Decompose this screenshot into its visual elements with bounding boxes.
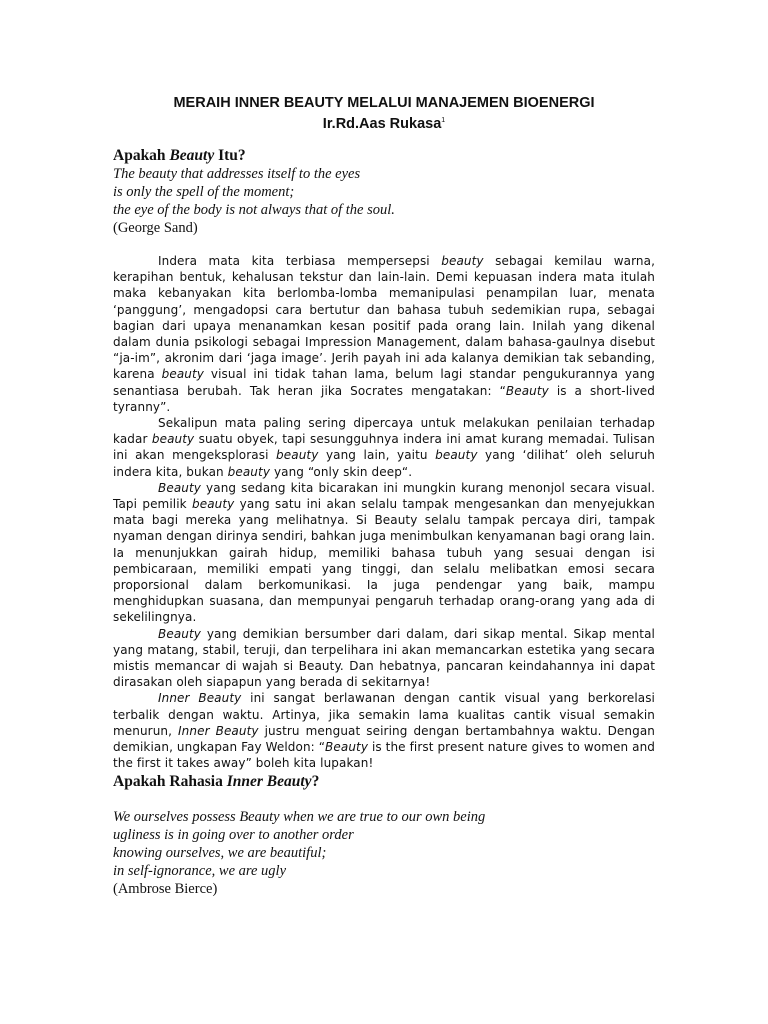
- paragraph-1: [113, 253, 655, 415]
- footnote-marker: 1: [441, 117, 446, 124]
- italic-run: Beauty: [158, 480, 201, 495]
- document-author: [0, 112, 768, 133]
- text-run: is a short-lived tyranny”.: [113, 383, 655, 414]
- text-run: Indera mata kita terbiasa mempersepsi: [158, 254, 442, 268]
- italic-run: beauty: [161, 367, 204, 382]
- body-text: [113, 253, 655, 772]
- paragraph-3: [113, 480, 655, 626]
- quote-attribution: (George Sand): [113, 220, 198, 236]
- paragraph-4: [113, 626, 655, 691]
- document-title: MERAIH INNER BEAUTY MELALUI MANAJEMEN BIOENERGI: [173, 95, 595, 111]
- text-run: ?: [311, 773, 320, 790]
- italic-run: Beauty: [325, 740, 369, 755]
- italic-run: Inner Beauty: [178, 723, 259, 738]
- quote-line: The beauty that addresses itself to the eyes: [113, 166, 361, 182]
- italic-run: beauty: [441, 254, 484, 268]
- italic-run: beauty: [435, 448, 478, 463]
- text-run: yang satu ini akan selalu tampak mengesankan dan menyejukkan mata bagi mereka yang melihatnya. Si Beauty selalu tampak percaya diri, tampak nyaman dengan dirinya sendiri, bahkan juga menimbulkan kenyamanan bagi orang lain. Ia menunjukkan gairah hidup, memiliki bahasa tubuh yang sesuai dengan isi pembicaraan, memiliki empati yang tinggi, dan selalu melibatkan emosi secara proporsional dalam berkomunikasi. Ia juga pendengar yang baik, mampu menghidupkan suasana, dan mempunyai pengaruh terhadap orang-orang yang ada di sekelilingnya.: [113, 497, 656, 625]
- quote-line: is only the spell of the moment;: [113, 184, 295, 200]
- text-run: Apakah Rahasia: [113, 773, 227, 790]
- paragraph-5: [113, 690, 655, 771]
- italic-run: Inner Beauty: [158, 691, 242, 706]
- text-run: yang ‘dilihat’ oleh seluruh indera kita, bukan: [113, 448, 656, 479]
- italic-run: beauty: [151, 432, 195, 447]
- text-run: ini sangat berlawanan dengan cantik visual yang berkorelasi terbalik dengan waktu. Artinya, jika semakin lama kualitas cantik visual semakin menurun,: [113, 691, 655, 738]
- text-run: is the first present nature gives to women and the first it takes away” boleh kita lupakan!: [113, 740, 655, 771]
- italic-run: beauty: [227, 464, 271, 479]
- quote-attribution: (Ambrose Bierce): [113, 881, 218, 897]
- text-run: justru menguat seiring dengan bertambahnya waktu. Dengan demikian, ungkapan Fay Weldon: “: [113, 723, 655, 755]
- italic-run: Inner Beauty: [226, 773, 312, 790]
- italic-run: Beauty: [505, 383, 549, 398]
- quote-line: in self-ignorance, we are ugly: [113, 863, 287, 879]
- epigraph-1: [113, 165, 673, 237]
- text-run: yang sedang kita bicarakan ini mungkin kurang menonjol secara visual. Tapi pemilik: [113, 480, 655, 512]
- text-run: yang “only skin deep“.: [270, 464, 413, 479]
- text-run: suatu obyek, tapi sesungguhnya indera ini amat kurang memadai. Tulisan ini akan mengeksplorasi: [113, 432, 655, 463]
- text-run: Sekalipun mata paling sering dipercaya untuk melakukan penilaian terhadap kadar: [113, 416, 655, 447]
- text-run: sebagai kemilau warna, kerapihan bentuk, kehalusan tekstur dan lain-lain. Demi kepuasan indera mata itulah maka kebanyakan kita berlomba-lomba memanipulasi penampilan luar, menata ‘panggung’, mengadopsi cara bertutur dan bahasa tubuh sedemikian rupa, sebagai bagian dari upaya menanamkan kesan positif pada orang lain. Inilah yang dikenal dalam dunia psikologi sebagai Impression Management, dalam bahasa-gaulnya disebut “ja-im”, akronim dari ‘jaga image’. Jerih payah ini ada kalanya demikian tak sebanding, karena: [113, 254, 655, 382]
- italic-run: Beauty: [169, 147, 215, 164]
- text-run: visual ini tidak tahan lama, belum lagi standar pengukurannya yang senantiasa berubah. Tak heran jika Socrates mengatakan: “: [113, 367, 655, 398]
- text-run: Itu?: [214, 147, 246, 164]
- italic-run: Beauty: [158, 626, 201, 641]
- quote-line: ugliness is in going over to another order: [113, 827, 354, 843]
- text-run: yang lain, yaitu: [318, 448, 436, 463]
- author-name: Ir.Rd.Aas Rukasa: [322, 115, 442, 132]
- quote-line: knowing ourselves, we are beautiful;: [113, 845, 327, 861]
- paragraph-2: [113, 415, 655, 480]
- text-run: Apakah: [113, 147, 170, 164]
- epigraph-2: [113, 808, 673, 898]
- quote-line: the eye of the body is not always that of the soul.: [113, 202, 395, 218]
- italic-run: beauty: [192, 497, 235, 512]
- section-heading-1: [113, 146, 246, 165]
- quote-line: We ourselves possess Beauty when we are true to our own being: [113, 809, 486, 825]
- italic-run: beauty: [276, 448, 319, 463]
- text-run: yang demikian bersumber dari dalam, dari sikap mental. Sikap mental yang matang, stabil, teruji, dan terpelihara ini akan memancarkan estetika yang secara mistis memancar di wajah si Beauty. Dan hebatnya, pancaran keindahannya ini dapat dirasakan oleh siapapun yang berada di sekitarnya!: [113, 626, 655, 690]
- section-heading-2: [113, 772, 319, 791]
